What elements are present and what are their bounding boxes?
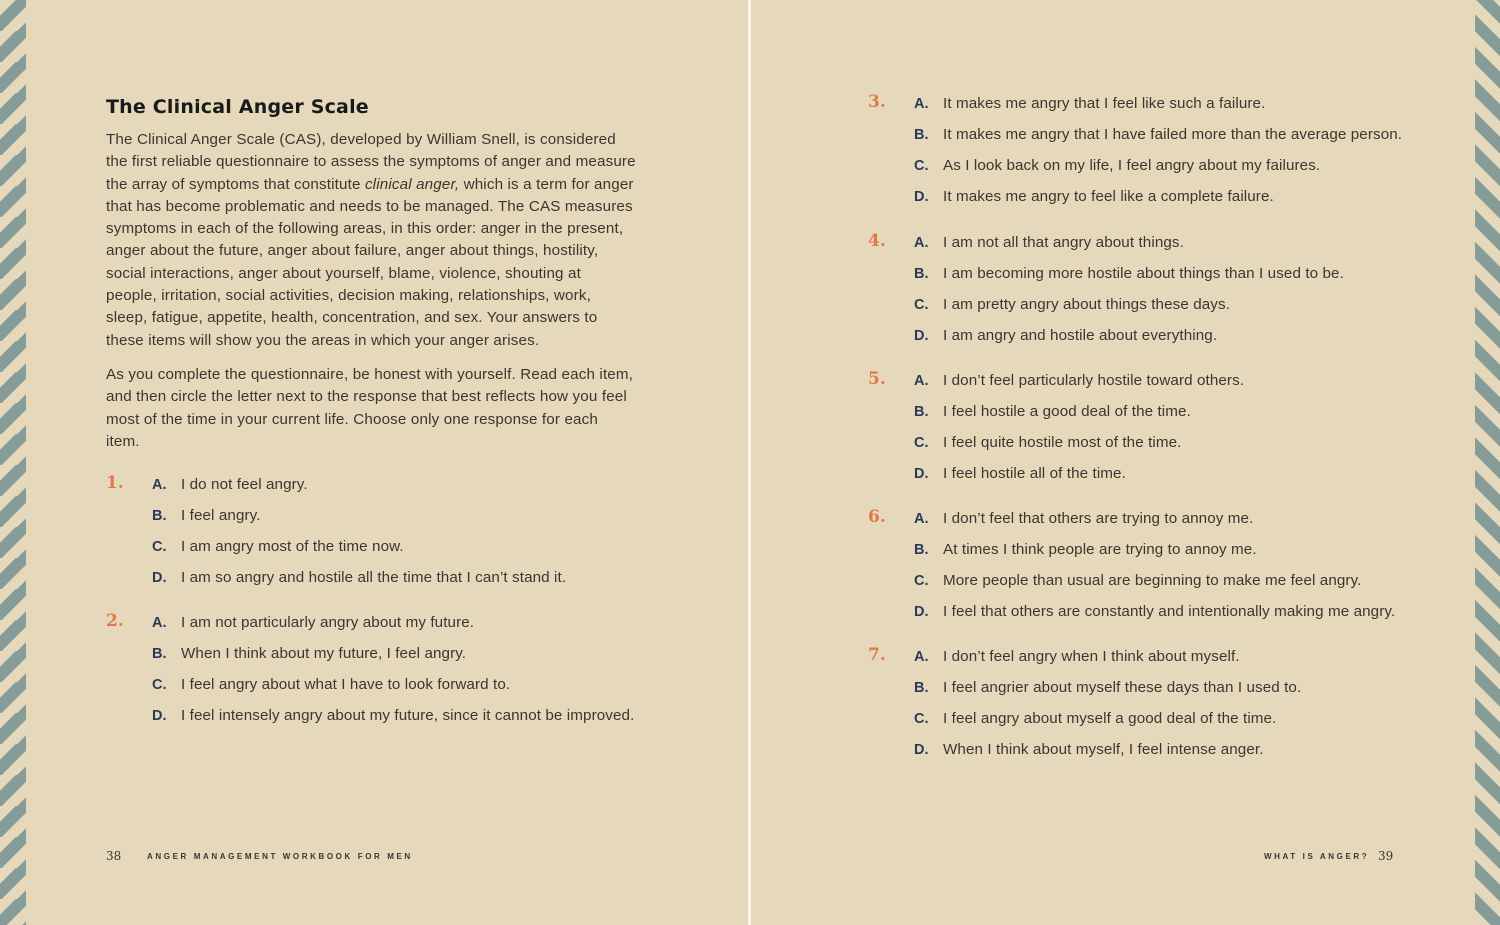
option-text: It makes me angry to feel like a complete failure. (943, 188, 1274, 205)
option-text: I am pretty angry about things these days. (943, 296, 1231, 313)
option-letter[interactable]: C. (914, 158, 929, 174)
option-a[interactable] (152, 476, 308, 498)
option-text: I do not feel angry. (181, 476, 308, 493)
page-number: 38 (106, 849, 122, 863)
question-number: 3. (868, 92, 886, 112)
option-text: I feel angry. (181, 507, 261, 524)
question-number: 2. (106, 611, 124, 631)
option-b[interactable] (914, 541, 1257, 563)
option-letter[interactable]: B. (152, 646, 167, 662)
intro-text-start: The Clinical Anger Scale (CAS), developed by William Snell, is considered the first reliable questionnaire to assess the symptoms of anger and measure the array of symptoms that constitute (106, 131, 636, 193)
option-text: I feel angry about what I have to look forward to. (181, 676, 511, 693)
option-letter[interactable]: B. (914, 266, 929, 282)
option-letter[interactable]: A. (914, 649, 929, 665)
option-c[interactable] (914, 710, 1276, 732)
option-letter[interactable]: B. (914, 542, 929, 558)
option-letter[interactable]: D. (914, 189, 929, 205)
option-letter[interactable]: D. (914, 466, 929, 482)
option-letter[interactable]: C. (914, 297, 929, 313)
option-letter[interactable]: D. (152, 708, 167, 724)
option-letter[interactable]: A. (914, 96, 929, 112)
option-text: I feel angry about myself a good deal of the time. (943, 710, 1277, 727)
page-title: The Clinical Anger Scale (106, 96, 369, 118)
option-letter[interactable]: D. (914, 742, 929, 758)
decorative-stripe-border-left (0, 0, 26, 925)
option-a[interactable] (914, 372, 1244, 394)
running-head: ANGER MANAGEMENT WORKBOOK FOR MEN (147, 852, 413, 861)
option-letter[interactable]: D. (914, 328, 929, 344)
option-text: I am not all that angry about things. (943, 234, 1184, 251)
option-letter[interactable]: B. (914, 127, 929, 143)
running-head: WHAT IS ANGER? (1264, 852, 1370, 861)
option-text: I feel intensely angry about my future, since it cannot be improved. (181, 707, 635, 724)
page-number: 39 (1378, 849, 1394, 863)
option-d[interactable] (152, 569, 566, 591)
option-a[interactable] (914, 95, 1265, 117)
option-text: I am not particularly angry about my future. (181, 614, 475, 631)
option-c[interactable] (914, 572, 1361, 594)
option-c[interactable] (914, 296, 1230, 318)
option-text: As I look back on my life, I feel angry about my failures. (943, 157, 1321, 174)
intro-paragraph (106, 129, 636, 352)
question-number: 5. (868, 369, 886, 389)
option-text: I don’t feel that others are trying to annoy me. (943, 510, 1254, 527)
decorative-stripe-border-right (1475, 0, 1500, 925)
option-b[interactable] (152, 507, 261, 529)
option-letter[interactable]: C. (914, 435, 929, 451)
option-text: I am becoming more hostile about things than I used to be. (943, 265, 1344, 282)
option-letter[interactable]: C. (914, 573, 929, 589)
option-text: I am so angry and hostile all the time that I can’t stand it. (181, 569, 567, 586)
option-b[interactable] (914, 679, 1301, 701)
option-text: When I think about my future, I feel angry. (181, 645, 467, 662)
option-letter[interactable]: A. (914, 511, 929, 527)
option-letter[interactable]: A. (914, 235, 929, 251)
option-a[interactable] (152, 614, 474, 636)
option-text: I am angry and hostile about everything. (943, 327, 1218, 344)
question-number: 7. (868, 645, 886, 665)
question-number: 6. (868, 507, 886, 527)
option-text: I feel that others are constantly and intentionally making me angry. (943, 603, 1396, 620)
option-d[interactable] (914, 188, 1274, 210)
option-a[interactable] (914, 510, 1253, 532)
option-b[interactable] (914, 126, 1402, 148)
option-text: It makes me angry that I feel like such a failure. (943, 95, 1266, 112)
instructions-paragraph: As you complete the questionnaire, be honest with yourself. Read each item, and then circle the letter next to the response that best reflects how you feel most of the time in your current life. Choose only one response for each item. (106, 366, 634, 450)
intro-text-italic: clinical anger, (364, 175, 460, 193)
option-text: I feel angrier about myself these days than I used to. (943, 679, 1302, 696)
option-c[interactable] (914, 157, 1320, 179)
option-letter[interactable]: D. (914, 604, 929, 620)
option-letter[interactable]: C. (152, 539, 167, 555)
option-text: I don’t feel particularly hostile toward others. (943, 372, 1245, 389)
option-d[interactable] (914, 741, 1264, 763)
option-text: At times I think people are trying to annoy me. (943, 541, 1257, 558)
option-letter[interactable]: A. (152, 477, 167, 493)
option-text: It makes me angry that I have failed more than the average person. (943, 126, 1403, 143)
option-letter[interactable]: D. (152, 570, 167, 586)
option-text: I am angry most of the time now. (181, 538, 404, 555)
option-letter[interactable]: C. (152, 677, 167, 693)
option-a[interactable] (914, 648, 1240, 670)
option-letter[interactable]: A. (914, 373, 929, 389)
option-c[interactable] (914, 434, 1181, 456)
option-c[interactable] (152, 676, 510, 698)
option-b[interactable] (152, 645, 466, 667)
option-a[interactable] (914, 234, 1184, 256)
option-d[interactable] (152, 707, 634, 729)
question-number: 4. (868, 231, 886, 251)
option-text: I don’t feel angry when I think about myself. (943, 648, 1240, 665)
option-text: I feel hostile all of the time. (943, 465, 1126, 482)
intro-text-end: which is a term for anger that has become problematic and needs to be managed. The CAS measures symptoms in each of the following areas, in this order: anger in the present, anger about the future, anger about failure, anger about things, hostility, social interactions, anger about yourself, blame, violence, shouting at people, irritation, social activities, decision making, relationships, work, sleep, fatigue, appetite, health, concentration, and sex. Your answers to these items will show you the areas in which your anger arises. (106, 175, 634, 349)
option-b[interactable] (914, 265, 1344, 287)
option-letter[interactable]: B. (914, 680, 929, 696)
option-letter[interactable]: B. (152, 508, 167, 524)
option-text: I feel hostile a good deal of the time. (943, 403, 1191, 420)
right-page (751, 0, 1475, 925)
option-letter[interactable]: C. (914, 711, 929, 727)
question-number: 1. (106, 473, 124, 493)
option-text: I feel quite hostile most of the time. (943, 434, 1182, 451)
option-text: When I think about myself, I feel intense anger. (943, 741, 1264, 758)
option-d[interactable] (914, 465, 1126, 487)
option-d[interactable] (914, 603, 1395, 625)
left-page (26, 0, 748, 925)
option-b[interactable] (914, 403, 1191, 425)
option-letter[interactable]: B. (914, 404, 929, 420)
option-text: More people than usual are beginning to make me feel angry. (943, 572, 1362, 589)
option-letter[interactable]: A. (152, 615, 167, 631)
option-d[interactable] (914, 327, 1217, 349)
option-c[interactable] (152, 538, 404, 560)
